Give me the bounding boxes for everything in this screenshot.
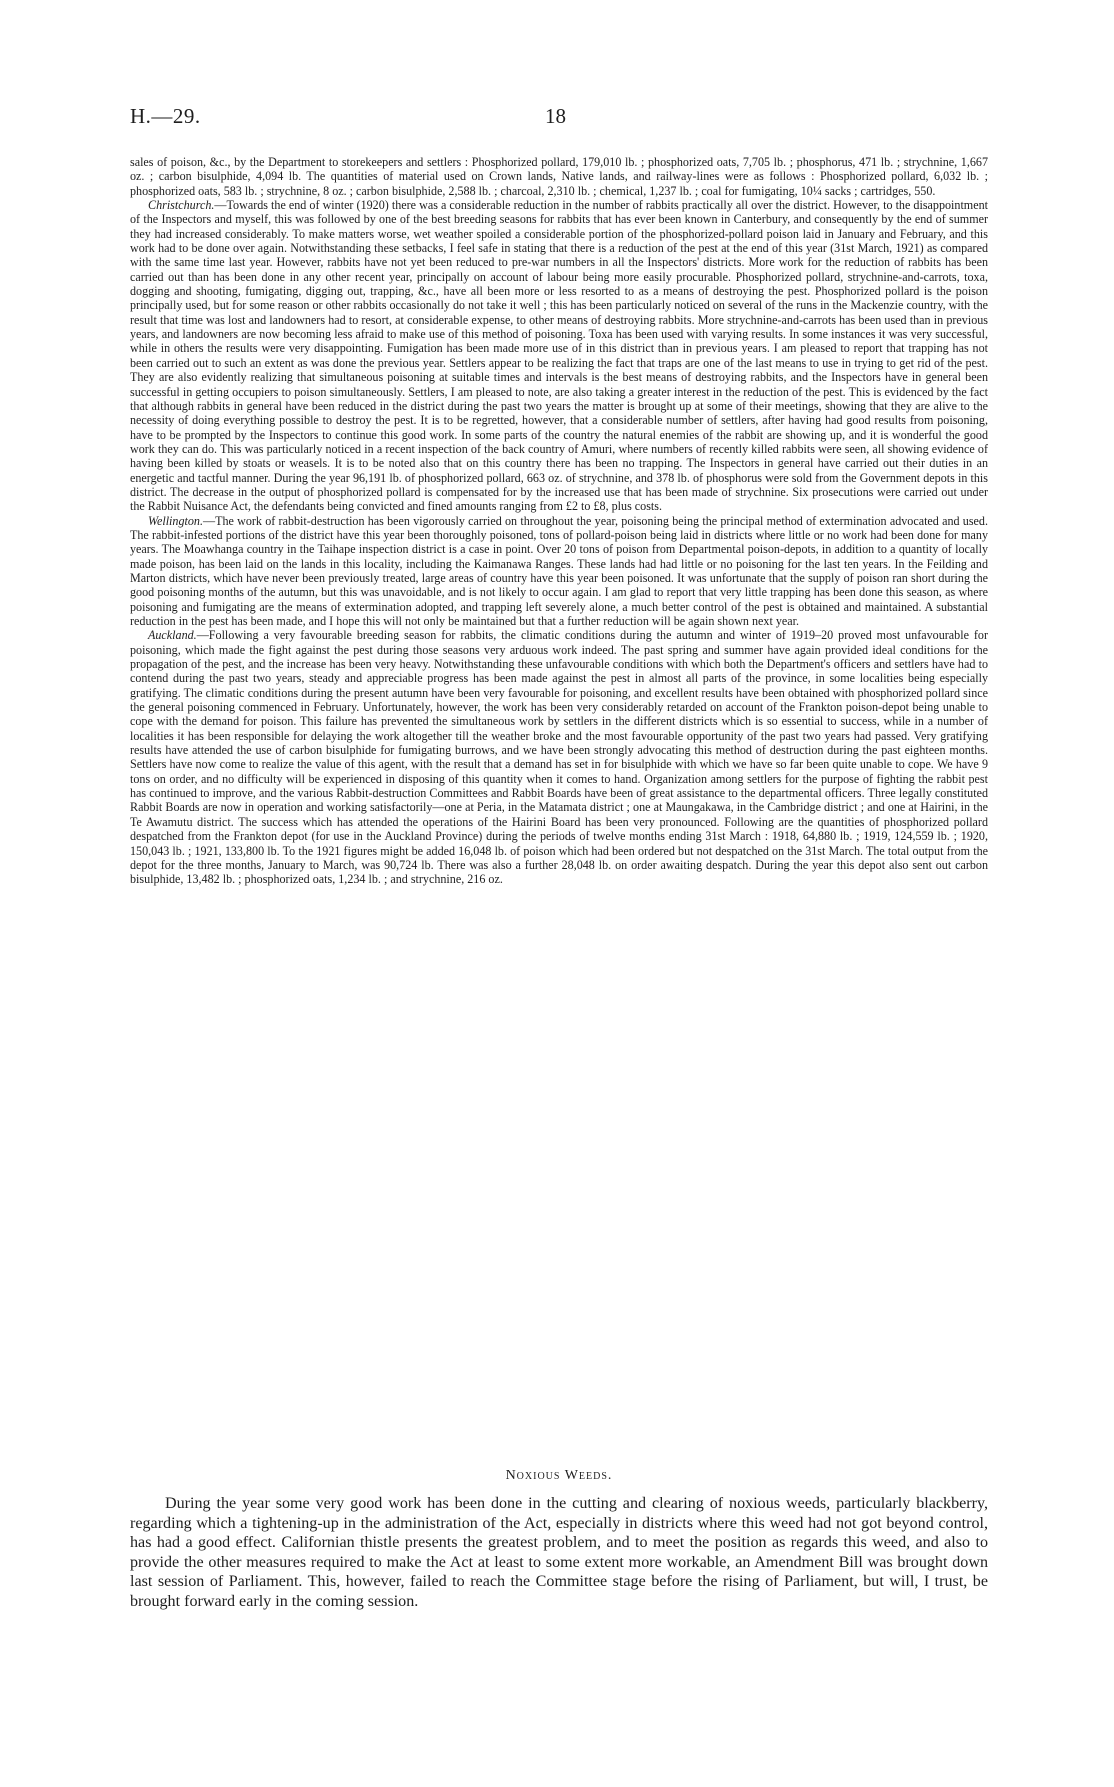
auckland-text: —Following a very favourable breeding season for rabbits, the climatic conditions during the autumn and winter of 1919–20 proved most unfavourable for poisoning, which made the fight against the pest during those seasons very arduous work indeed. The past spring and summer have again provided ideal conditions for the propagation of the pest, and the increase has been very heavy. Notwithstanding these unfavourable conditions with which both the Department's officers and settlers have had to contend during the past two years, steady and appreciable progress has been made against the pest in almost all parts of the province, in some localities being especially gratifying. The climatic conditions during the present autumn have been very favourable for poisoning, and excellent results have been obtained with phosphorized pollard since the general poisoning commenced in February. Unfortunately, however, the work has been very considerably retarded on account of the Frankton poison-depot being unable to cope with the demand for poison. This failure has prevented the simultaneous work by settlers in the different districts which is so essential to success, while in a number of localities it has been responsible for delaying the work altogether till the weather broke and the most favourable opportunity of the past two years had passed. Very gratifying results have attended the use of carbon bisulphide for fumigating burrows, and we have been strongly advocating this method of destruction during the past eighteen months. Settlers have now come to realize the value of this agent, with the result that a demand has set in for bisulphide with which we have so far been quite unable to cope. We have 9 tons on order, and no difficulty will be experienced in disposing of this quantity when it comes to hand. Organization among settlers for the purpose of fighting the rabbit pest has continued to improve, and the various Rabbit-destruction Committees and Rabbit Boards have been of great assistance to the departmental officers. Three legally constituted Rabbit Boards are now in operation and working satisfactorily—one at Peria, in the Matamata district ; one at Maungakawa, in the Cambridge district ; and one at Hairini, in the Te Awamutu district. The success which has attended the operations of the Hairini Board has been very pronounced. Following are the quantities of phosphorized pollard despatched from the Frankton depot (for use in the Auckland Province) during the periods of twelve months ending 31st March : 1918, 64,880 lb. ; 1919, 124,559 lb. ; 1920, 150,043 lb. ; 1921, 133,800 lb. To the 1921 figures might be added 16,048 lb. of poison which had been ordered but not despatched on the 31st March. The total output from the depot for the three months, January to March, was 90,724 lb. There was also a further 28,048 lb. on order awaiting despatch. During the year this depot also sent out carbon bisulphide, 13,482 lb. ; phosphorized oats, 1,234 lb. ; and strychnine, 216 oz.	[130, 628, 988, 887]
section-title-noxious-weeds: Noxious Weeds.	[505, 1468, 613, 1483]
christchurch-paragraph	[130, 198, 988, 514]
wellington-paragraph	[130, 514, 988, 629]
noxious-weeds-body	[130, 1494, 988, 1612]
report-body	[130, 155, 988, 887]
wellington-heading: Wellington.	[148, 513, 203, 528]
christchurch-heading: Christchurch.	[148, 198, 215, 213]
auckland-paragraph	[130, 628, 988, 886]
noxious-weeds-paragraph: During the year some very good work has been done in the cutting and clearing of noxious weeds, particularly blackberry, regarding which a tightening-up in the administration of the Act, especially in districts where this weed had not got beyond control, has had a good effect. Californian thistle presents the greatest problem, and to meet the position as regards this weed, and also to provide the other measures required to make the Act at least to some extent more workable, an Amendment Bill was brought down last session of Parliament. This, however, failed to reach the Committee stage before the rising of Parliament, but will, I trust, be brought forward early in the coming session.	[130, 1495, 988, 1610]
wellington-text: —The work of rabbit-destruction has been vigorously carried on throughout the year, poisoning being the principal method of extermination advocated and used. The rabbit-infested portions of the district have this year been thoroughly poisoned, tons of pollard-poison being laid in districts where little or no work had been done for many years. The Moawhanga country in the Taihape inspection district is a case in point. Over 20 tons of poison from Departmental poison-depots, in addition to a quantity of locally made poison, has been laid on the lands in this locality, including the Kaimanawa Ranges. These lands had had little or no poisoning for the last ten years. In the Feilding and Marton districts, which have never been previously treated, large areas of country have this year been poisoned. It was unfortunate that the supply of poison ran short during the good poisoning months of the autumn, but this was unavoidable, and is not likely to occur again. I am glad to report that very little trapping has been done this season, as where poisoning and fumigating are the means of extermination adopted, and trapping left severely alone, a much better control of the pest is obtained and maintained. A substantial reduction in the pest has been made, and I hope this will not only be maintained but that a further reduction will be again shown next year.	[130, 513, 988, 628]
auckland-heading: Auckland.	[148, 628, 197, 643]
document-code: H.—29.	[130, 104, 201, 128]
sales-paragraph: sales of poison, &c., by the Department to storekeepers and settlers : Phosphorized pollard, 179,010 lb. ; phosphorized oats, 7,705 lb. ; phosphorus, 471 lb. ; strychnine, 1,667 oz. ; carbon bisulphide, 4,094 lb. The quantities of material used on Crown lands, Native lands, and railway-lines were as follows : Phosphorized pollard, 6,032 lb. ; phosphorized oats, 583 lb. ; strychnine, 8 oz. ; carbon bisulphide, 2,588 lb. ; charcoal, 2,310 lb. ; chemical, 1,237 lb. ; coal for fumigating, 10¼ sacks ; cartridges, 550.	[130, 155, 988, 198]
christchurch-text: —Towards the end of winter (1920) there was a considerable reduction in the number of rabbits practically all over the district. However, to the disappointment of the Inspectors and myself, this was followed by one of the best breeding seasons for rabbits that has ever been known in Canterbury, and consequently by the end of summer they had increased considerably. To make matters worse, wet weather spoiled a considerable portion of the phosphorized-pollard poison laid in January and February, and this work had to be done over again. Notwithstanding these setbacks, I feel safe in stating that there is a reduction of the pest at the end of this year (31st March, 1921) as compared with the same time last year. However, rabbits have not yet been reduced to pre-war numbers in all the Inspectors' districts. More work for the reduction of rabbits has been carried out than has been done in any other recent year, principally on account of labour being more easily procurable. Phosphorized pollard, strychnine-and-carrots, toxa, dogging and shooting, fumigating, digging out, trapping, &c., have all been more or less resorted to as a means of destroying the pest. Phosphorized pollard is the poison principally used, but for some reason or other rabbits occasionally do not take it well ; this has been particularly noticed on several of the runs in the Mackenzie country, with the result that time was lost and landowners had to resort, at considerable expense, to other means of destroying rabbits. More strychnine-and-carrots has been used than in previous years, and landowners are now becoming less afraid to make use of this method of poisoning. Toxa has been used with varying results. In some instances it was very successful, while in others the results were very disappointing. Fumigation has been made more use of in this district than in previous years. I am pleased to report that trapping has not been carried out to such an extent as was done the previous year. Settlers appear to be realizing the fact that traps are one of the last means to use in trying to get rid of the pest. They are also evidently realizing that simultaneous poisoning at suitable times and intervals is the best means of destroying rabbits, and the Inspectors have in general been successful in getting occupiers to poison simultaneously. Settlers, I am pleased to note, are also taking a greater interest in the reduction of the pest. This is evidenced by the fact that although rabbits in general have been reduced in the district during the past two years the matter is brought up at some of their meetings, showing that they are alive to the necessity of doing everything possible to destroy the pest. It is to be regretted, however, that a considerable number of settlers, after having had good results from poisoning, have to be prompted by the Inspectors to continue this good work. In some parts of the country the natural enemies of the rabbit are showing up, and it is wonderful the good work they can do. This was particularly noticed in a recent inspection of the back country of Amuri, where numbers of recently killed rabbits were seen, all showing evidence of having been killed by stoats or weasels. It is to be noted also that on this country there has been no trapping. The Inspectors in general have carried out their duties in an energetic and tactful manner. During the year 96,191 lb. of phosphorized pollard, 663 oz. of strychnine, and 378 lb. of phosphorus were sold from the Government depots in this district. The decrease in the output of phosphorized pollard is compensated for by the increased use that has been made of strychnine. Six prosecutions were carried out under the Rabbit Nuisance Act, the defendants being convicted and fined amounts ranging from £2 to £8, plus costs.	[130, 198, 988, 514]
page-number: 18	[545, 104, 566, 128]
